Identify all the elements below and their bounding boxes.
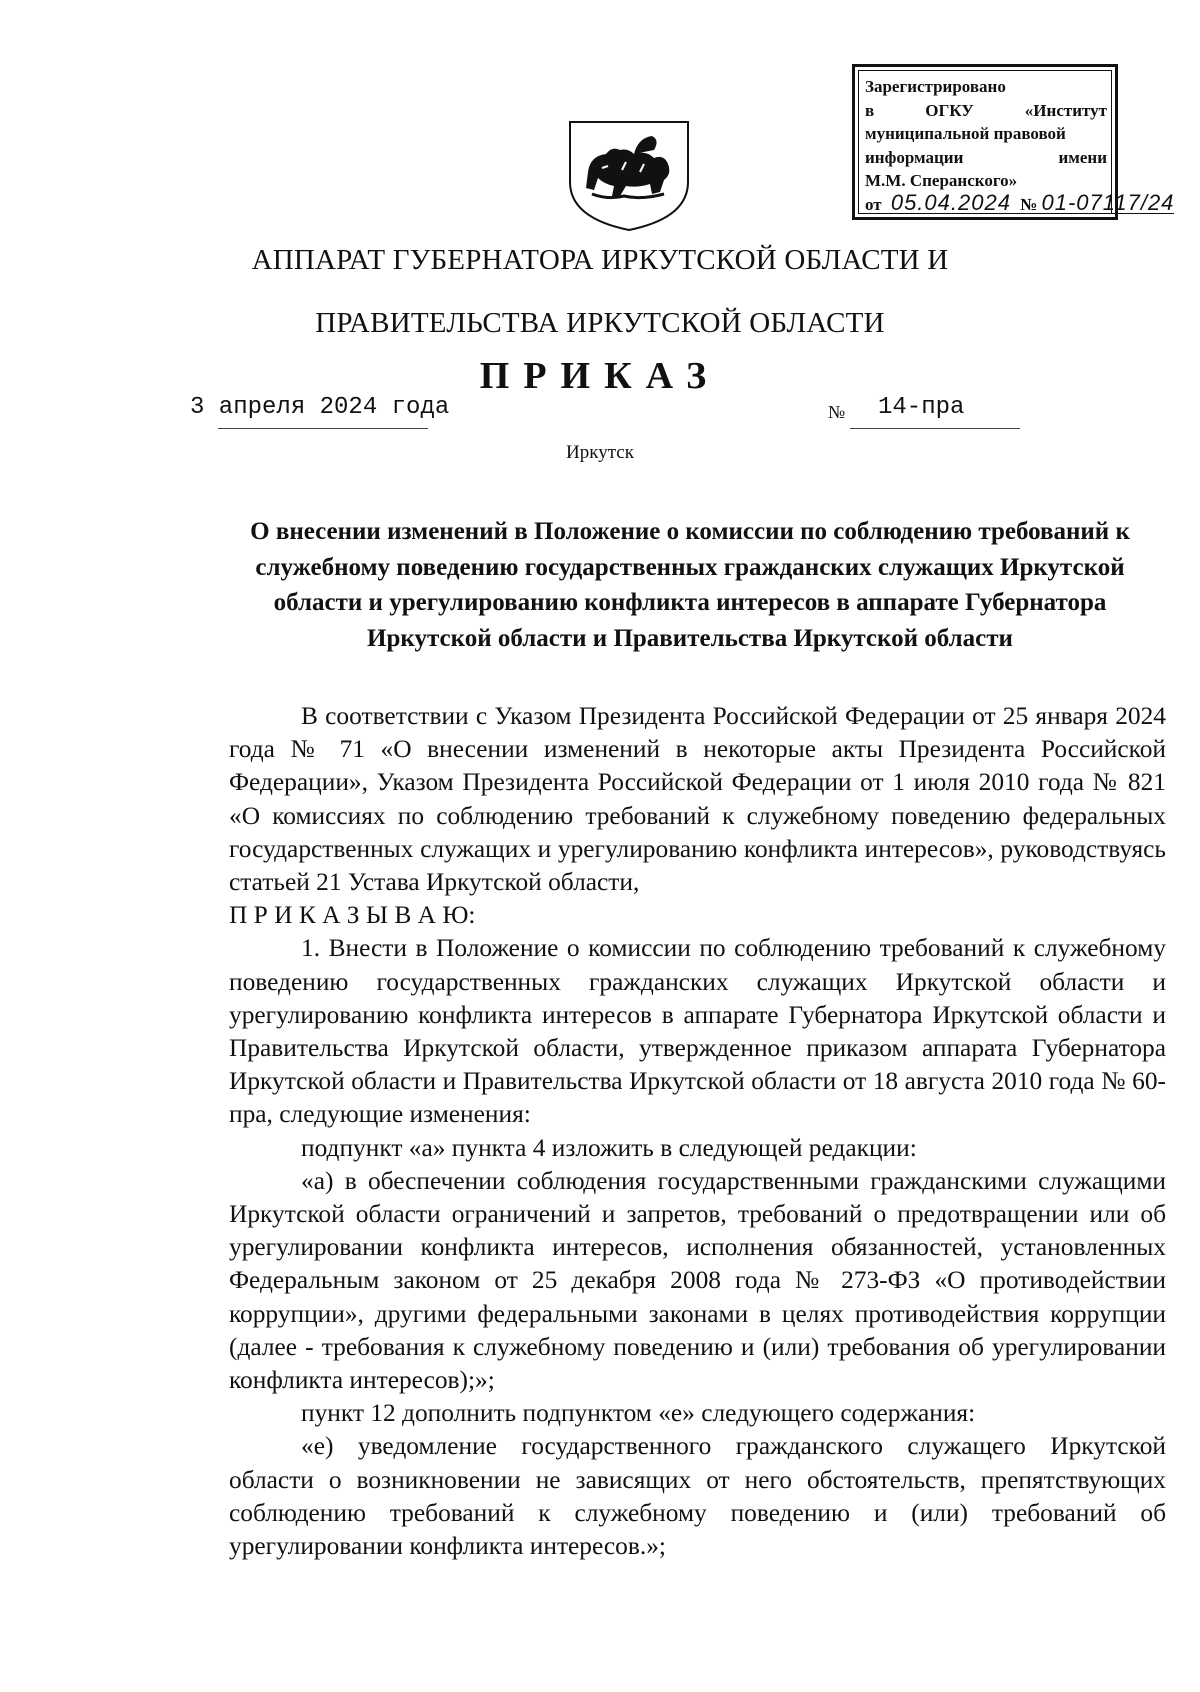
- subitem-a-text: «а) в обеспечении соблюдения государственными гражданскими служащими Иркутской области ограничений и запретов, требований о предотвращении или об урегулировании конфликта интересов, исполнения обязанностей, установленных Федеральным законом от 25 декабря 2008 года № 273-ФЗ «О противодействии коррупции», другими федеральными законами в целях противодействия коррупции (далее - требования к служебному поведению и (или) требования об урегулировании конфликта интересов);»;: [229, 1166, 1166, 1395]
- stamp-line-5: М.М. Сперанского»: [865, 171, 1018, 190]
- stamp-number-value: 01-07117/24: [1041, 189, 1175, 215]
- stamp-word: «Институт: [1024, 100, 1107, 120]
- stamp-word: ОГКУ: [925, 100, 974, 120]
- order-word: П Р И К А З Ы В А Ю:: [229, 901, 476, 930]
- subitem-e-text: «е) уведомление государственного гражданского служащего Иркутской области о возникновении не зависящих от него обстоятельств, препятствующих соблюдению требований к служебному поведению и (или) требований об урегулировании конфликта интересов.»;: [229, 1432, 1166, 1561]
- document-date: 3 апреля 2024 года: [190, 394, 450, 421]
- document-body: [229, 700, 1166, 1563]
- stamp-number-label: №: [1020, 194, 1038, 214]
- stamp-line-2: [865, 99, 1107, 123]
- preamble-paragraph: В соответствии с Указом Президента Российской Федерации от 25 января 2024 года № 71 «О внесении изменений в некоторые акты Президента Российской Федерации», Указом Президента Российской Федерации от 1 июля 2010 года № 821 «О комиссиях по соблюдению требований к служебному поведению федеральных государственных служащих и урегулированию конфликта интересов», руководствуясь статьей 21 Устава Иркутской области,: [229, 702, 1166, 897]
- item-1-paragraph: 1. Внести в Положение о комиссии по соблюдению требований к служебному поведению государственных гражданских служащих Иркутской области и урегулированию конфликта интересов в аппарате Губернатора Иркутской области и Правительства Иркутской области, утвержденное приказом аппарата Губернатора Иркутской области и Правительства Иркутской области от 18 августа 2010 года № 60-пра, следующие изменения:: [229, 934, 1166, 1129]
- number-underline: [850, 428, 1020, 429]
- stamp-line-1: Зарегистрировано: [865, 77, 1006, 96]
- document-city: Иркутск: [566, 442, 634, 463]
- stamp-word: в: [865, 100, 875, 120]
- registration-stamp: [852, 64, 1175, 220]
- subitem-e-intro: пункт 12 дополнить подпунктом «е» следующего содержания:: [301, 1399, 976, 1428]
- stamp-word: имени: [1058, 147, 1107, 167]
- stamp-word: информации: [865, 147, 964, 167]
- stamp-date-label: от: [865, 194, 882, 214]
- document-title: О внесении изменений в Положение о комиссии по соблюдению требований к служебному поведению государственных гражданских служащих Иркутской области и урегулированию конфликта интересов в аппарате Губернатора Иркутской области и Правительства Иркутской области: [250, 518, 1130, 652]
- coat-of-arms-icon: [568, 120, 690, 232]
- document-number-label: №: [828, 402, 846, 422]
- document-type: ПРИКАЗ: [479, 355, 721, 397]
- stamp-line-6: [865, 189, 1175, 217]
- organization-name-line-2: ПРАВИТЕЛЬСТВА ИРКУТСКОЙ ОБЛАСТИ: [315, 307, 885, 339]
- organization-name-line-1: АППАРАТ ГУБЕРНАТОРА ИРКУТСКОЙ ОБЛАСТИ И: [251, 244, 949, 276]
- date-underline: [218, 428, 428, 429]
- subitem-a-intro: подпункт «а» пункта 4 изложить в следующей редакции:: [301, 1133, 917, 1162]
- stamp-line-4: [865, 146, 1107, 170]
- stamp-date-value: 05.04.2024: [886, 193, 1016, 214]
- document-number: 14-пра: [878, 394, 965, 421]
- stamp-line-3: муниципальной правовой: [865, 124, 1066, 143]
